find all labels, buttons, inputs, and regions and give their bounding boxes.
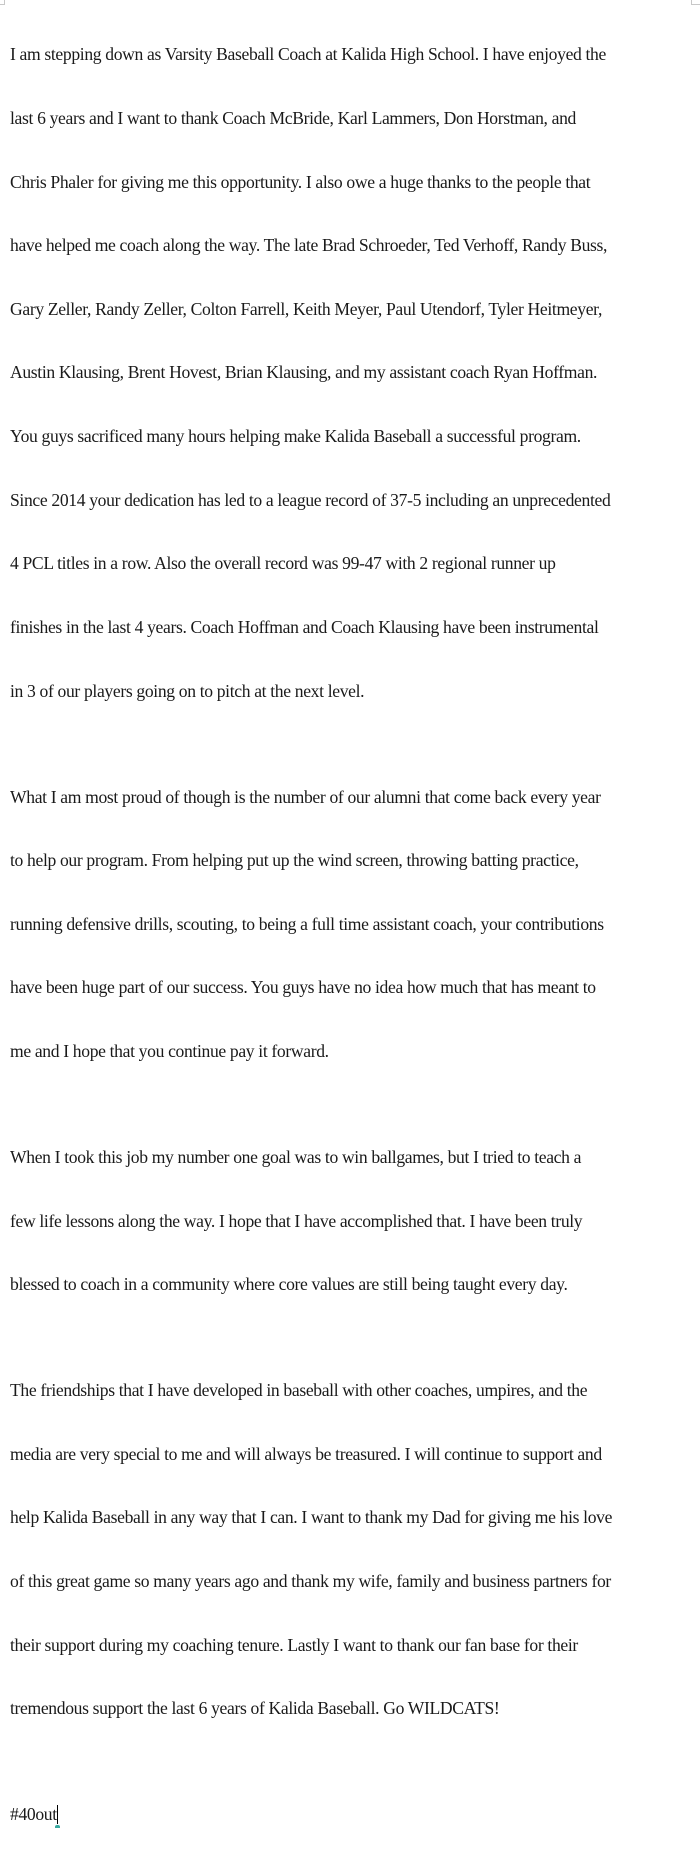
text-line: Since 2014 your dedication has led to a league record of 37-5 including an unprecedented xyxy=(10,489,611,510)
text-line: media are very special to me and will always be treasured. I will continue to support and xyxy=(10,1443,602,1464)
text-line: finishes in the last 4 years. Coach Hoffman and Coach Klausing have been instrumental xyxy=(10,616,599,637)
text-line: in 3 of our players going on to pitch at the next level. xyxy=(10,680,365,701)
paragraph-thanks[interactable] xyxy=(10,2,700,744)
paragraph-hashtag[interactable] xyxy=(10,1762,700,1868)
paragraph-alumni[interactable] xyxy=(10,744,700,1104)
text-line: I am stepping down as Varsity Baseball Coach at Kalida High School. I have enjoyed the xyxy=(10,44,606,65)
text-line: blessed to coach in a community where core values are still being taught every day. xyxy=(10,1274,568,1295)
text-line: me and I hope that you continue pay it forward. xyxy=(10,1040,329,1061)
text-line: Austin Klausing, Brent Hovest, Brian Klausing, and my assistant coach Ryan Hoffman. xyxy=(10,362,598,383)
text-line: Gary Zeller, Randy Zeller, Colton Farrell, Keith Meyer, Paul Utendorf, Tyler Heitmeyer, xyxy=(10,298,603,319)
text-line: 4 PCL titles in a row. Also the overall record was 99-47 with 2 regional runner up xyxy=(10,553,556,574)
text-line: help Kalida Baseball in any way that I can. I want to thank my Dad for giving me his love xyxy=(10,1507,613,1528)
text-line: to help our program. From helping put up the wind screen, throwing batting practice, xyxy=(10,850,579,871)
text-line: their support during my coaching tenure. Lastly I want to thank our fan base for their xyxy=(10,1634,578,1655)
text-line: last 6 years and I want to thank Coach McBride, Karl Lammers, Don Horstman, and xyxy=(10,108,576,129)
text-line: have helped me coach along the way. The late Brad Schroeder, Ted Verhoff, Randy Buss, xyxy=(10,235,608,256)
text-line: Chris Phaler for giving me this opportunity. I also owe a huge thanks to the people that xyxy=(10,171,591,192)
text-cursor xyxy=(57,1805,59,1824)
text-line: of this great game so many years ago and thank my wife, family and business partners for xyxy=(10,1571,611,1592)
paragraph-friendships[interactable] xyxy=(10,1338,700,1762)
cursor-anchor-marker-icon xyxy=(55,1825,60,1828)
document-text-body[interactable] xyxy=(10,2,700,1868)
text-boundary-corner-top-left xyxy=(0,0,5,5)
text-line: running defensive drills, scouting, to being a full time assistant coach, your contributions xyxy=(10,913,604,934)
paragraph-life-lessons[interactable] xyxy=(10,1105,700,1338)
hashtag-text: #40out xyxy=(10,1804,57,1825)
text-line: tremendous support the last 6 years of Kalida Baseball. Go WILDCATS! xyxy=(10,1698,500,1719)
text-line: What I am most proud of though is the number of our alumni that come back every year xyxy=(10,786,601,807)
text-line: have been huge part of our success. You guys have no idea how much that has meant to xyxy=(10,977,596,998)
text-line: The friendships that I have developed in baseball with other coaches, umpires, and the xyxy=(10,1380,588,1401)
hashtag-line xyxy=(10,1804,700,1825)
text-line: few life lessons along the way. I hope that I have accomplished that. I have been truly xyxy=(10,1210,583,1231)
text-line: You guys sacrificed many hours helping make Kalida Baseball a successful program. xyxy=(10,426,581,447)
text-line: When I took this job my number one goal was to win ballgames, but I tried to teach a xyxy=(10,1146,582,1167)
